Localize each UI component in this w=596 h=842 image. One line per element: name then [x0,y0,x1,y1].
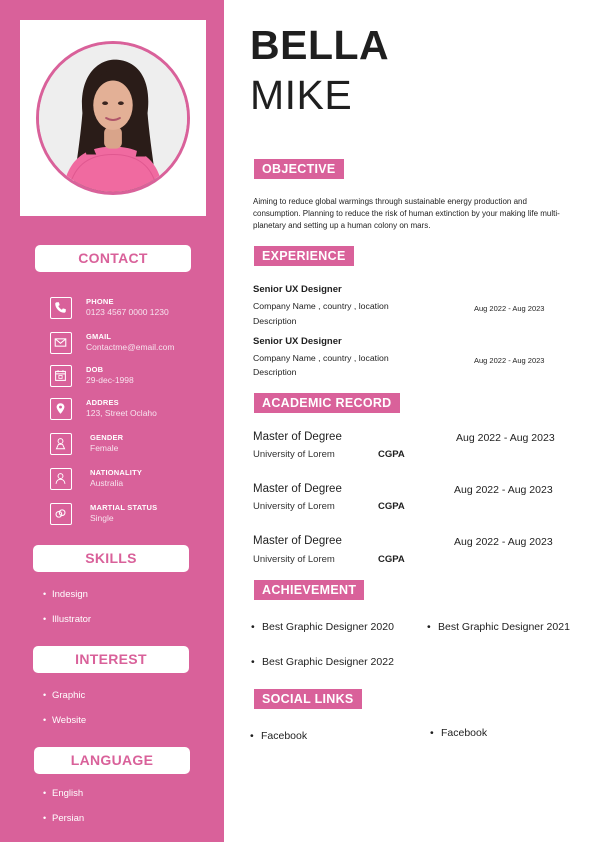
dob-value: 29-dec-1998 [86,375,134,385]
address-value: 123, Street Oclaho [86,408,157,418]
phone-icon [50,297,72,319]
nationality-value: Australia [90,478,124,488]
calendar-icon [50,365,72,387]
academic-degree: Master of Degree [253,535,342,547]
experience-heading: EXPERIENCE [254,246,354,266]
achievement-item: • Best Graphic Designer 2020 [251,621,394,633]
academic-university: University of Lorem [253,501,335,512]
contact-marital-status [50,503,220,527]
academic-degree: Master of Degree [253,483,342,495]
profile-photo-illustration [39,44,187,192]
contact-nationality [50,468,220,492]
experience-dates: Aug 2022 - Aug 2023 [474,356,545,365]
language-heading: LANGUAGE [34,747,190,774]
experience-description: Description [253,367,297,377]
marital-status-label: MARTIAL STATUS [90,503,158,512]
academic-cgpa: CGPA [378,501,405,512]
first-name: BELLA [250,22,390,68]
experience-title: Senior UX Designer [253,284,342,295]
academic-cgpa: CGPA [378,554,405,565]
skill-item: • Illustrator [43,614,91,625]
interest-item: • Website [43,715,86,726]
rings-icon [50,503,72,525]
contact-dob [50,365,220,389]
social-link-facebook[interactable]: • Facebook [250,730,307,742]
nationality-label: NATIONALITY [90,468,143,477]
profile-photo [36,41,190,195]
email-value: Contactme@email.com [86,342,175,352]
academic-dates: Aug 2022 - Aug 2023 [454,484,553,496]
experience-dates: Aug 2022 - Aug 2023 [474,304,545,313]
experience-description: Description [253,316,297,326]
phone-value: 0123 4567 0000 1230 [86,307,169,317]
achievement-item: • Best Graphic Designer 2021 [427,621,570,633]
location-pin-icon [50,398,72,420]
contact-phone [50,297,220,321]
contact-gender [50,433,220,457]
email-label: GMAIL [86,332,112,341]
language-item: • English [43,788,83,799]
contact-email [50,332,220,356]
experience-company: Company Name , country , location [253,301,389,311]
academic-cgpa: CGPA [378,449,405,460]
social-link-facebook[interactable]: • Facebook [430,727,487,739]
sidebar [0,0,224,842]
language-item: • Persian [43,813,84,824]
academic-university: University of Lorem [253,554,335,565]
gender-value: Female [90,443,119,453]
academic-dates: Aug 2022 - Aug 2023 [454,536,553,548]
contact-heading: CONTACT [35,245,191,272]
phone-label: PHONE [86,297,114,306]
person-icon [50,468,72,490]
interest-item: • Graphic [43,690,85,701]
contact-address [50,398,220,422]
dob-label: DOB [86,365,104,374]
mail-icon [50,332,72,354]
profile-photo-frame [20,20,206,216]
academic-university: University of Lorem [253,449,335,460]
gender-label: GENDER [90,433,124,442]
skill-item: • Indesign [43,589,88,600]
objective-heading: OBJECTIVE [254,159,344,179]
gender-icon [50,433,72,455]
marital-status-value: Single [90,513,114,523]
last-name: MIKE [250,72,353,118]
experience-company: Company Name , country , location [253,353,389,363]
experience-title: Senior UX Designer [253,336,342,347]
interest-heading: INTEREST [33,646,189,673]
address-label: ADDRES [86,398,119,407]
academic-dates: Aug 2022 - Aug 2023 [456,432,555,444]
objective-text: Aiming to reduce global warmings through sustainable energy production and consumption. Planning to reduce the risk of human extinction by your making life multi-planetary and setting up a human colony on mars. [253,197,560,230]
academic-heading: ACADEMIC RECORD [254,393,400,413]
academic-degree: Master of Degree [253,431,342,443]
achievement-heading: ACHIEVEMENT [254,580,364,600]
skills-heading: SKILLS [33,545,189,572]
social-links-heading: SOCIAL LINKS [254,689,362,709]
achievement-item: • Best Graphic Designer 2022 [251,656,394,668]
